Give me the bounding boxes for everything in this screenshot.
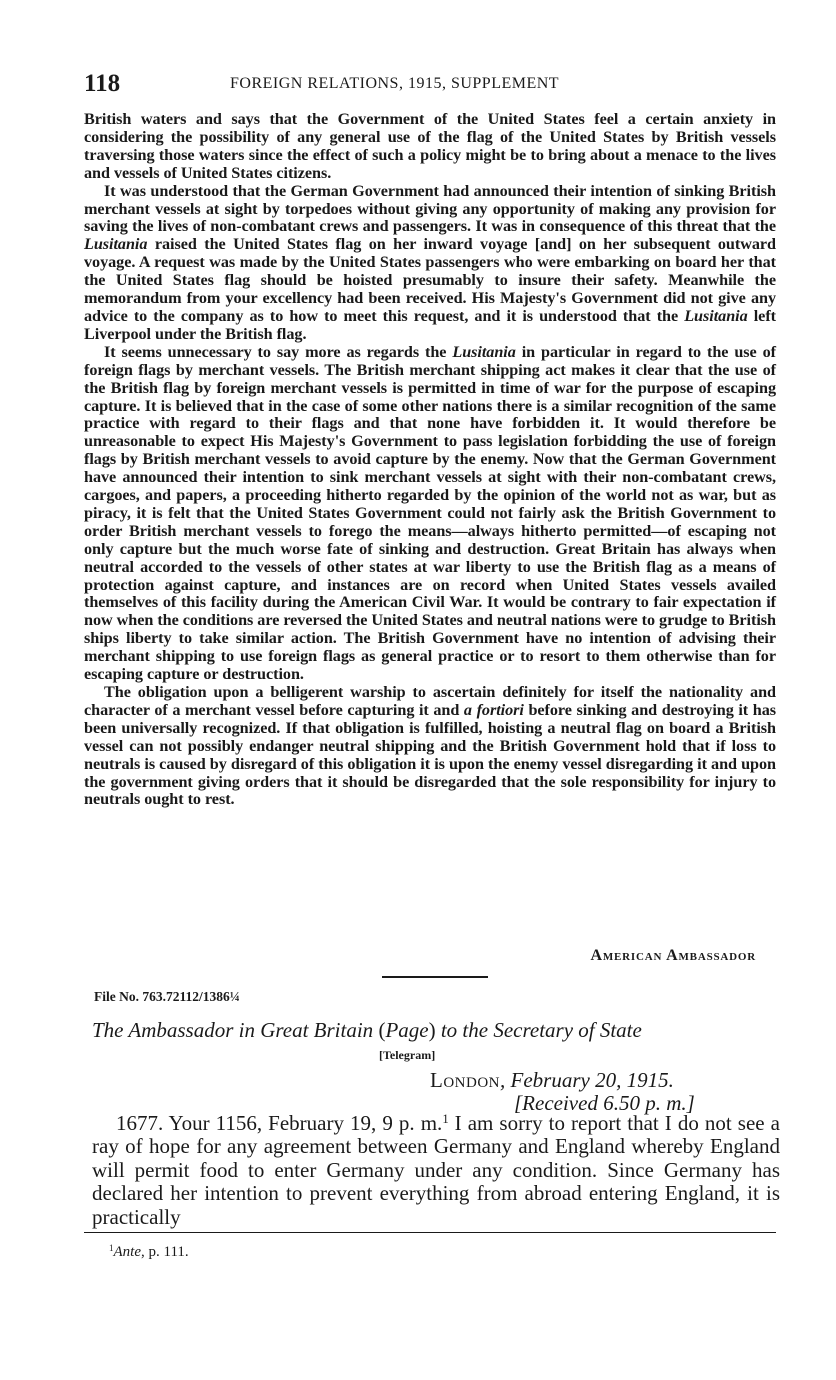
latin-phrase: a fortiori — [463, 700, 524, 719]
paragraph-belligerent-obligation: The obligation upon a belligerent warship to ascertain definitely for itself the nationality and character of a merchant vessel before capturing it and a fortiori before sinking and destroying it has been universally recognized. If that obligation is fulfilled, hoisting a neutral flag on board a British vessel can not possibly endanger neutral shipping and the British Government hold that if loss to neutrals is caused by disregard of this obligation it is upon the enemy vessel disregarding it and upon the government giving orders that it should be disregarded that the sole responsibility for injury to neutrals ought to rest. — [84, 683, 776, 809]
document-type: [Telegram] — [379, 1048, 436, 1062]
paragraph-foreign-flags: It seems unnecessary to say more as regards the Lusitania in particular in regard to the use of foreign flags by merchant vessels. The British merchant shipping act makes it clear that the use of the British flag by foreign merchant vessels is permitted in time of war for the purpose of escaping capture. It is believed that in the case of some other nations there is a similar recognition of the same practice with regard to their flags and that none have forbidden it. It would therefore be unreasonable to expect His Majesty's Government to pass legislation forbidding the use of foreign flags by British merchant vessels to avoid capture by the enemy. Now that the German Government have announced their intention to sink merchant vessels at sight with their non-combatant crews, cargoes, and papers, a proceeding hitherto regarded by the opinion of the world not as war, but as piracy, it is felt that the United States Government could not fairly ask the British Government to order British merchant vessels to forego the means—always hitherto permitted—of escaping not only capture but the much worse fate of sinking and destruction. Great Britain has always when neutral accorded to the vessels of other states at war liberty to use the British flag as a means of protection against capture, and instances are on record when United States vessels availed themselves of this facility during the American Civil War. It would be contrary to fair expectation if now when the conditions are reversed the United States and neutral nations were to grudge to British ships liberty to take similar action. The British Government have no intention of advising their merchant shipping to use foreign flags as general practice or to resort to them otherwise than for escaping capture or destruction. — [84, 342, 776, 684]
footnote-marker: 1 — [442, 1112, 449, 1127]
page-number: 118 — [84, 70, 121, 97]
section-divider — [382, 976, 488, 978]
paragraph-lusitania-flag: It was understood that the German Government had announced their intention of sinking British merchant vessels at sight by torpedoes without giving any opportunity of making any provision for saving the lives of non-combatant crews and passengers. It was in consequence of this threat that the Lusitania raised the United States flag on her inward voyage [and] on her subsequent outward voyage. A request was made by the United States passengers who were embarking on board her that the United States flag should be hoisted presumably to insure their safety. Meanwhile the memorandum from your excellency had been received. His Majesty's Government did not give any advice to the company as to how to meet this request, and it is understood that the Lusitania left Liverpool under the British flag. — [84, 181, 777, 343]
ship-name-lusitania: Lusitania — [684, 306, 748, 325]
running-head: FOREIGN RELATIONS, 1915, SUPPLEMENT — [230, 75, 560, 92]
file-number: File No. 763.72112/1386¼ — [94, 989, 240, 1004]
dateline-place: London — [430, 1068, 500, 1092]
ship-name-lusitania: Lusitania — [452, 342, 516, 361]
page-header — [84, 68, 776, 100]
telegram-body — [92, 1112, 780, 1229]
footnote-rule — [84, 1232, 776, 1233]
ship-name-lusitania: Lusitania — [84, 235, 148, 254]
document-title: The Ambassador in Great Britain (Page) to the Secretary of State — [92, 1018, 642, 1042]
main-body-text — [84, 111, 776, 809]
dateline — [430, 1068, 674, 1092]
dateline-date: , February 20, 1915. — [500, 1068, 674, 1092]
footnote: $^1$Ante, p. 111. — [109, 1243, 189, 1260]
signature: American Ambassador — [590, 947, 756, 964]
received-time: [Received 6.50 p. m.] — [514, 1091, 695, 1115]
telegram-paragraph: 1677. Your 1156, February 19, 9 p. m.$^1$ I am sorry to report that I do not see a ray of hope for any agreement between Germany and England whereby England will permit food to enter Germany under any condition. Since Germany has declared her intention to prevent everything from abroad entering England, it is practically — [92, 1111, 780, 1229]
paragraph-continuation: British waters and says that the Government of the United States feel a certain anxiety in considering the possibility of any general use of the flag of the United States by British vessels traversing those waters since the effect of such a policy might be to bring about a menace to the lives and vessels of United States citizens. — [84, 110, 776, 182]
